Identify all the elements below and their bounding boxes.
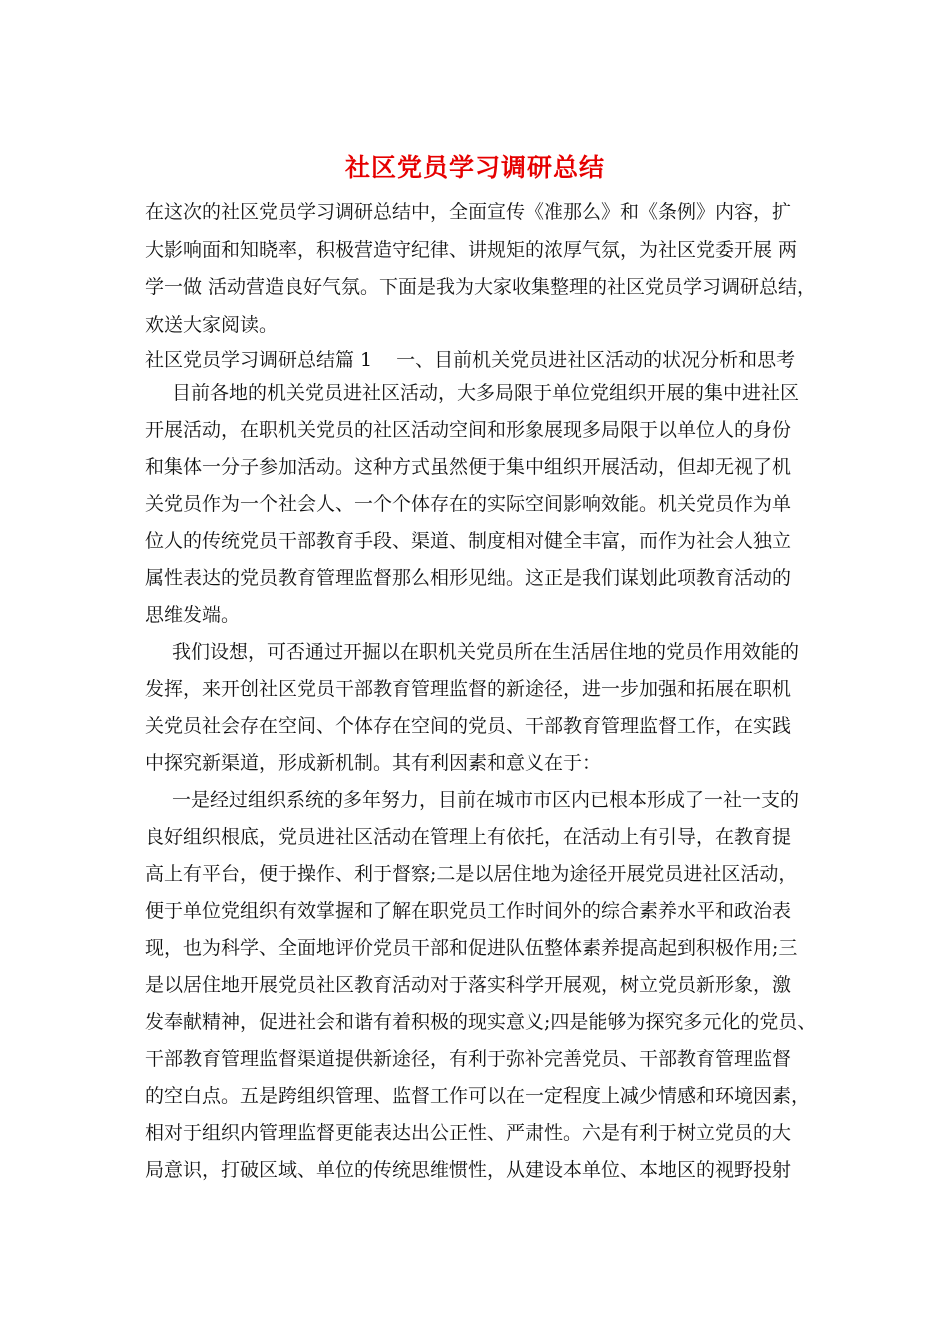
paragraph-line: 学一做 活动营造良好气氛。下面是我为大家收集整理的社区党员学习调研总结， xyxy=(145,276,817,298)
section-subheading: 一、目前机关党员进社区活动的状况分析和思考 xyxy=(396,349,796,371)
section-heading: 社区党员学习调研总结篇 1 xyxy=(145,349,373,371)
paragraph-line: 在这次的社区党员学习调研总结中，全面宣传《准那么》和《条例》内容，扩 xyxy=(145,201,792,223)
paragraph-line: 现，也为科学、全面地评价党员干部和促进队伍整体素养提高起到积极作用;三 xyxy=(145,937,798,959)
paragraph-line: 发奉献精神，促进社会和谐有着积极的现实意义;四是能够为探究多元化的党员、 xyxy=(145,1011,817,1033)
paragraph-line: 高上有平台，便于操作、利于督察;二是以居住地为途径开展党员进社区活动， xyxy=(145,863,798,885)
paragraph-line: 大影响面和知晓率，积极营造守纪律、讲规矩的浓厚气氛，为社区党委开展 两 xyxy=(145,239,798,261)
paragraph-line: 发挥，来开创社区党员干部教育管理监督的新途径，进一步加强和拓展在职机 xyxy=(145,678,792,700)
paragraph-line: 思维发端。 xyxy=(145,604,241,626)
paragraph-line: 干部教育管理监督渠道提供新途径，有利于弥补完善党员、干部教育管理监督 xyxy=(145,1048,792,1070)
paragraph-line: 便于单位党组织有效掌握和了解在职党员工作时间外的综合素养水平和政治表 xyxy=(145,900,792,922)
paragraph-line: 关党员社会存在空间、个体存在空间的党员、干部教育管理监督工作，在实践 xyxy=(145,715,792,737)
paragraph-line: 良好组织根底，党员进社区活动在管理上有依托，在活动上有引导，在教育提 xyxy=(145,826,792,848)
paragraph-line: 关党员作为一个社会人、一个个体存在的实际空间影响效能。机关党员作为单 xyxy=(145,493,792,515)
paragraph-line: 和集体一分子参加活动。这种方式虽然便于集中组织开展活动，但却无视了机 xyxy=(145,456,792,478)
paragraph-line: 位人的传统党员干部教育手段、渠道、制度相对健全丰富，而作为社会人独立 xyxy=(145,530,792,552)
paragraph-line: 局意识，打破区域、单位的传统思维惯性，从建设本单位、本地区的视野投射 xyxy=(145,1159,792,1181)
paragraph-line: 中探究新渠道，形成新机制。其有利因素和意义在于： xyxy=(145,752,602,774)
section-heading-line xyxy=(145,348,835,372)
paragraph-line: 属性表达的党员教育管理监督那么相形见绌。这正是我们谋划此项教育活动的 xyxy=(145,567,792,589)
paragraph-line: 是以居住地开展党员社区教育活动对于落实科学开展观，树立党员新形象，激 xyxy=(145,974,792,996)
document-title: 社区党员学习调研总结 xyxy=(344,153,605,182)
paragraph-line: 我们设想，可否通过开掘以在职机关党员所在生活居住地的党员作用效能的 xyxy=(172,641,800,663)
paragraph-line: 相对于组织内管理监督更能表达出公正性、严肃性。六是有利于树立党员的大 xyxy=(145,1122,792,1144)
paragraph-line: 一是经过组织系统的多年努力，目前在城市市区内已根本形成了一社一支的 xyxy=(172,789,800,811)
paragraph-line: 目前各地的机关党员进社区活动，大多局限于单位党组织开展的集中进社区 xyxy=(172,382,800,404)
paragraph-line: 欢送大家阅读。 xyxy=(145,314,279,336)
paragraph-line: 的空白点。五是跨组织管理、监督工作可以在一定程度上减少情感和环境因素， xyxy=(145,1085,811,1107)
paragraph-line: 开展活动，在职机关党员的社区活动空间和形象展现多局限于以单位人的身份 xyxy=(145,419,792,441)
